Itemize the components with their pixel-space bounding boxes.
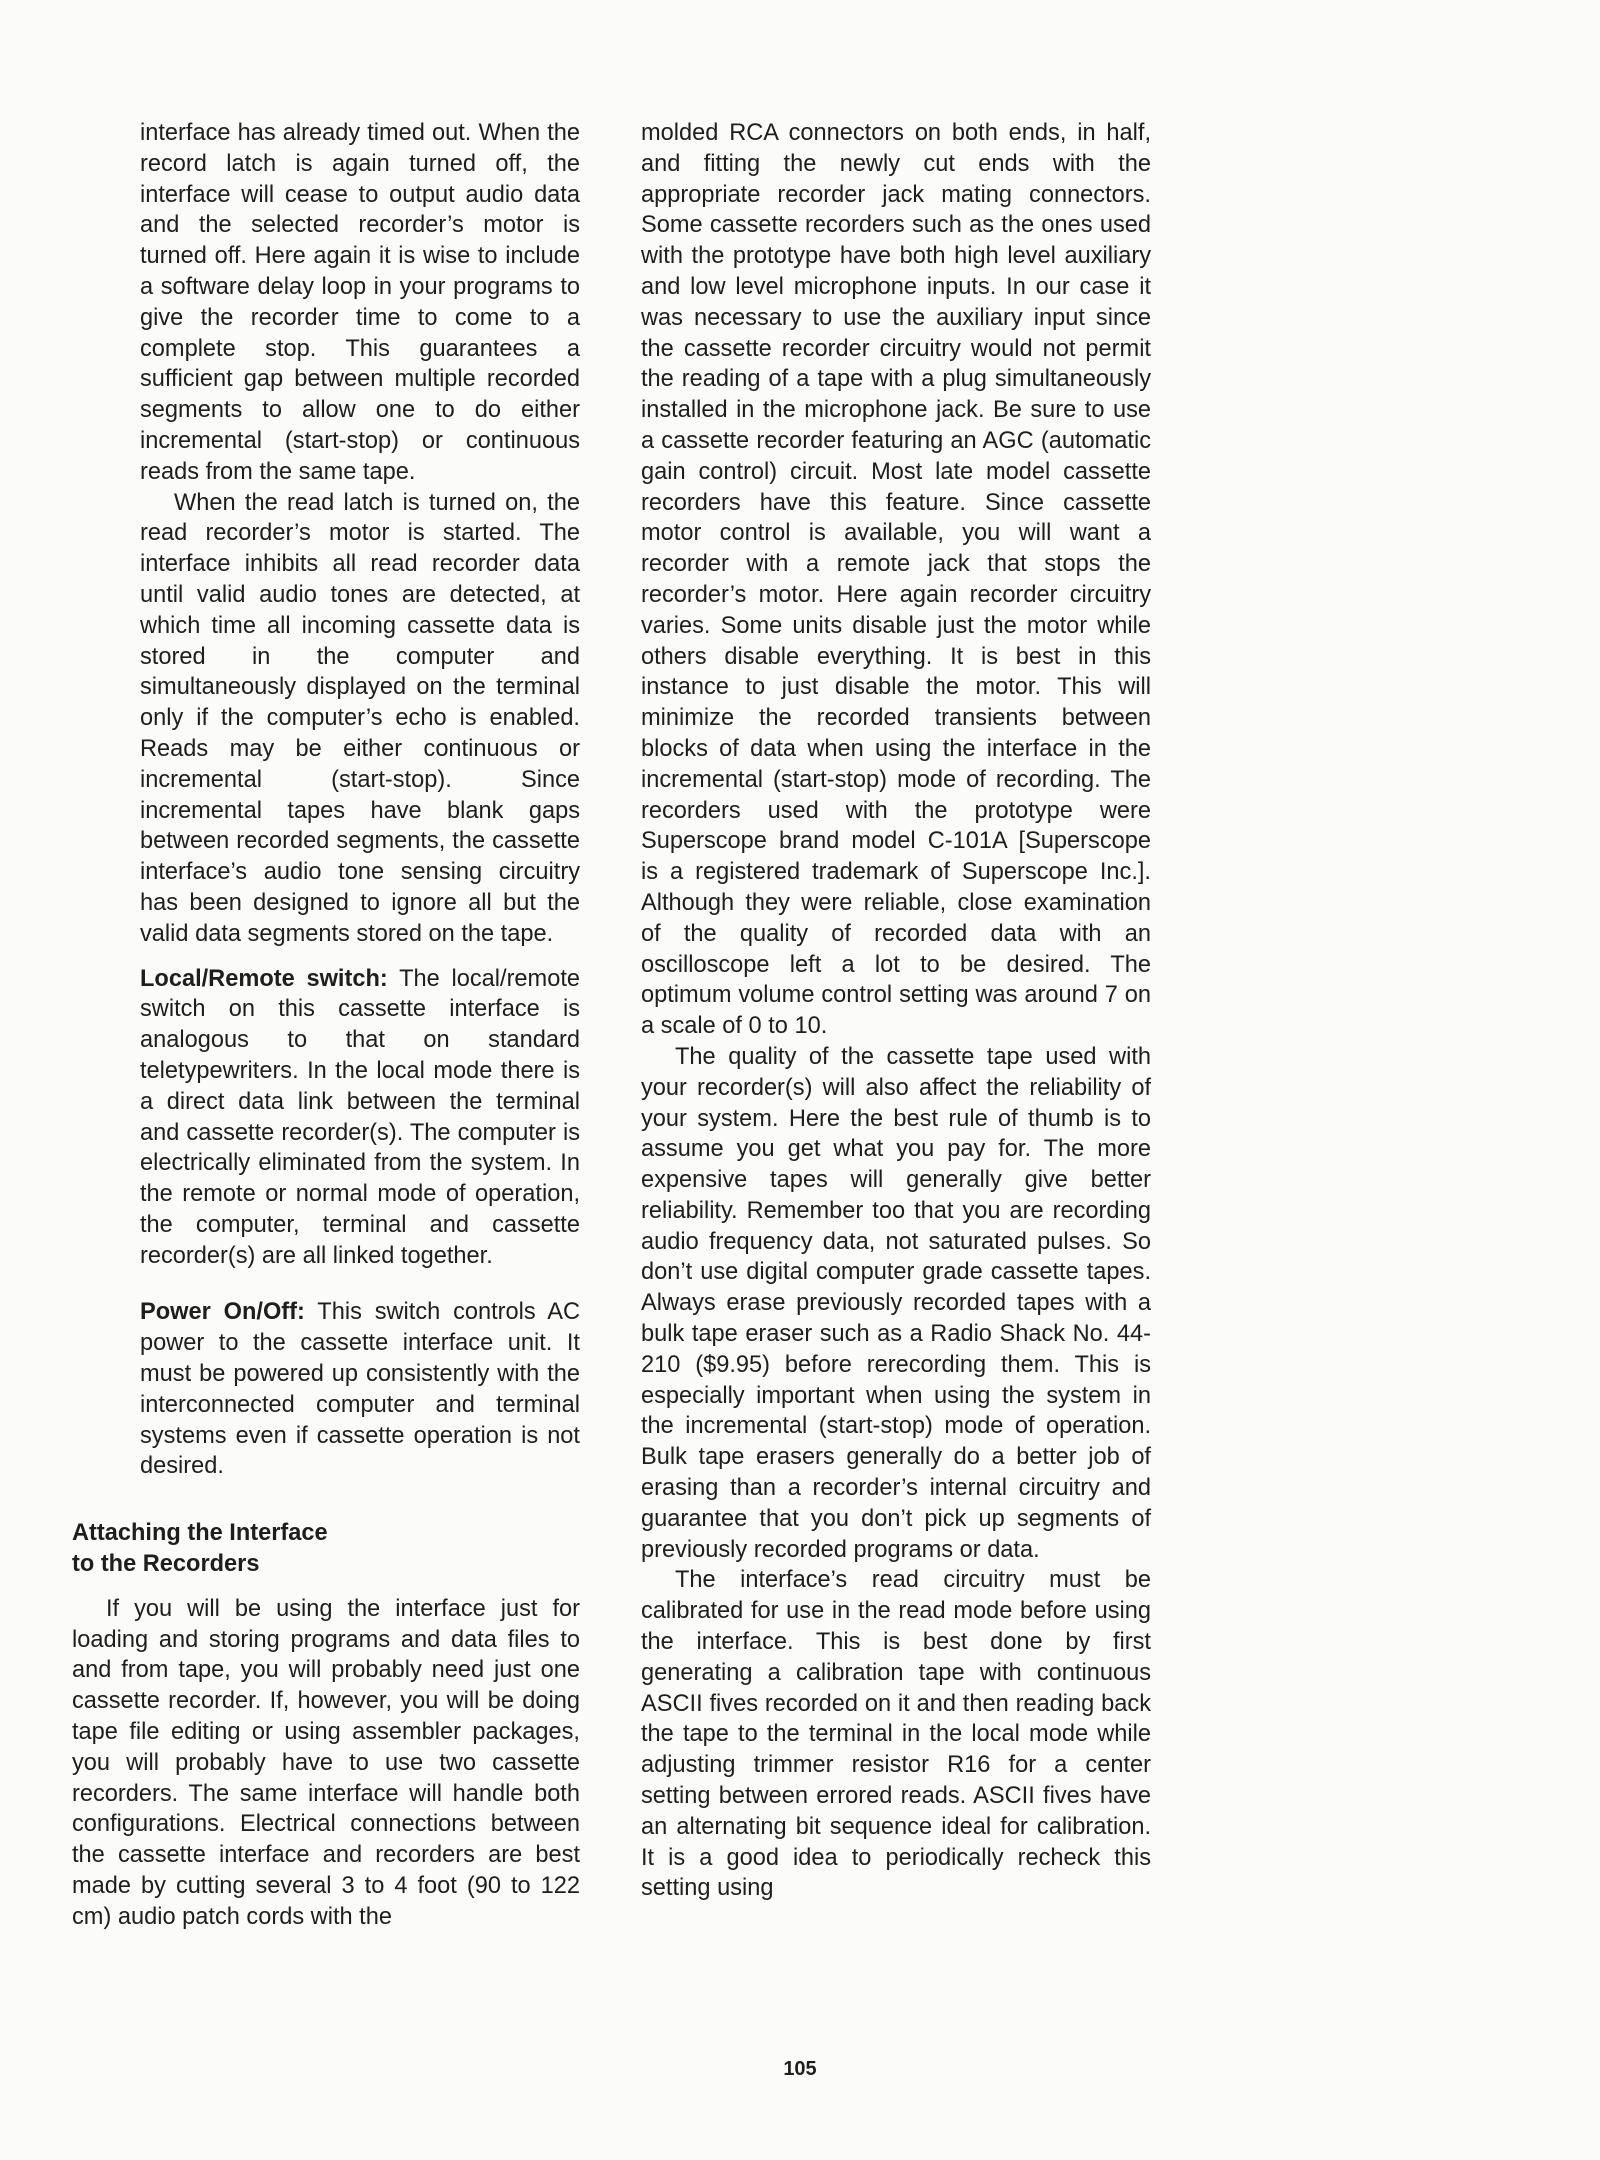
spacer [72, 1482, 580, 1518]
paragraph: If you will be using the interface just for loading and storing programs and data files to and from tape, you will probably need just one cassette recorder. If, however, you will be doing tape file editing or using assembler packages, you will probably have to use two cassette recorders. The same interface will handle both configurations. Electrical connections between the cassette interface and recorders are best made by cutting several 3 to 4 foot (90 to 122 cm) audio patch cords with the [72, 1595, 580, 1930]
paragraph: The interface’s read circuitry must be calibrated for use in the read mode before using the interface. This is best done by first generating a calibration tape with continuous ASCII fives recorded on it and then reading back the tape to the terminal in the local mode while adjusting trimmer resistor R16 for a center setting between errored reads. ASCII fives have an alternating bit sequence ideal for calibration. It is a good idea to periodically recheck this setting using [641, 1567, 1151, 1902]
paragraph-local-remote [72, 964, 580, 1272]
text-local-remote: The local/remote switch on this cassette interface is analogous to that on standard teletypewriters. In the local mode there is a direct data link between the terminal and cassette recorder(s). The computer is electrically eliminated from the system. In the remote or normal mode of operation, the computer, terminal and cassette recorder(s) are all linked together. [140, 965, 580, 1269]
paragraph: interface has already timed out. When the record latch is again turned off, the interface will cease to output audio data and the selected recorder’s motor is turned off. Here again it is wise to include a software delay loop in your programs to give the recorder time to come to a complete stop. This guarantees a sufficient gap between multiple recorded segments to allow one to do either incremental (start-stop) or continuous reads from the same tape. [140, 120, 580, 485]
left-column [72, 118, 580, 1933]
text-power: This switch controls AC power to the cassette interface unit. It must be powered up consistently with the interconnected computer and terminal systems even if cassette operation is not desired. [140, 1299, 580, 1480]
paragraph-power [72, 1297, 580, 1482]
spacer [72, 1271, 580, 1297]
spacer [72, 950, 580, 964]
heading-line: to the Recorders [72, 1551, 260, 1578]
section-heading [72, 1518, 580, 1580]
paragraph: The quality of the cassette tape used with your recorder(s) will also affect the reliability of your system. Here the best rule of thumb is to assume you get what you pay for. The more expensive tapes will generally give better reliability. Remember too that you are recording audio frequency data, not saturated pulses. So don’t use digital computer grade cassette tapes. Always erase previously recorded tapes with a bulk tape eraser such as a Radio Shack No. 44-210 ($9.95) before rerecording them. This is especially important when using the system in the incremental (start-stop) mode of operation. Bulk tape erasers generally do a better job of erasing than a recorder’s internal circuitry and guarantee that you don’t pick up segments of previously recorded programs or data. [641, 1043, 1151, 1563]
page-number: 105 [783, 2058, 817, 2080]
term-local-remote: Local/Remote switch: [140, 965, 388, 992]
term-power: Power On/Off: [140, 1299, 305, 1326]
paragraph: When the read latch is turned on, the read recorder’s motor is started. The interface inhibits all read recorder data until valid audio tones are detected, at which time all incoming cassette data is stored in the computer and simultaneously displayed on the terminal only if the computer’s echo is enabled. Reads may be either continuous or incremental (start-stop). Since incremental tapes have blank gaps between recorded segments, the cassette interface’s audio tone sensing circuitry has been designed to ignore all but the valid data segments stored on the tape. [140, 489, 580, 947]
paragraph: molded RCA connectors on both ends, in half, and fitting the newly cut ends with the appropriate recorder jack mating connectors. Some cassette recorders such as the ones used with the prototype have both high level auxiliary and low level microphone inputs. In our case it was necessary to use the auxiliary input since the cassette recorder circuitry would not permit the reading of a tape with a plug simultaneously installed in the microphone jack. Be sure to use a cassette recorder featuring an AGC (automatic gain control) circuit. Most late model cassette recorders have this feature. Since cassette motor control is available, you will want a recorder with a remote jack that stops the recorder’s motor. Here again recorder circuitry varies. Some units disable just the motor while others disable everything. It is best in this instance to just disable the motor. This will minimize the recorded transients between blocks of data when using the interface in the incremental (start-stop) mode of recording. The recorders used with the prototype were Superscope brand model C-101A [Superscope is a registered trademark of Superscope Inc.]. Although they were reliable, close examination of the quality of recorded data with an oscilloscope left a lot to be desired. The optimum volume control setting was around 7 on a scale of 0 to 10. [641, 120, 1151, 1040]
heading-line: Attaching the Interface [72, 1520, 328, 1547]
right-column [641, 118, 1151, 1904]
